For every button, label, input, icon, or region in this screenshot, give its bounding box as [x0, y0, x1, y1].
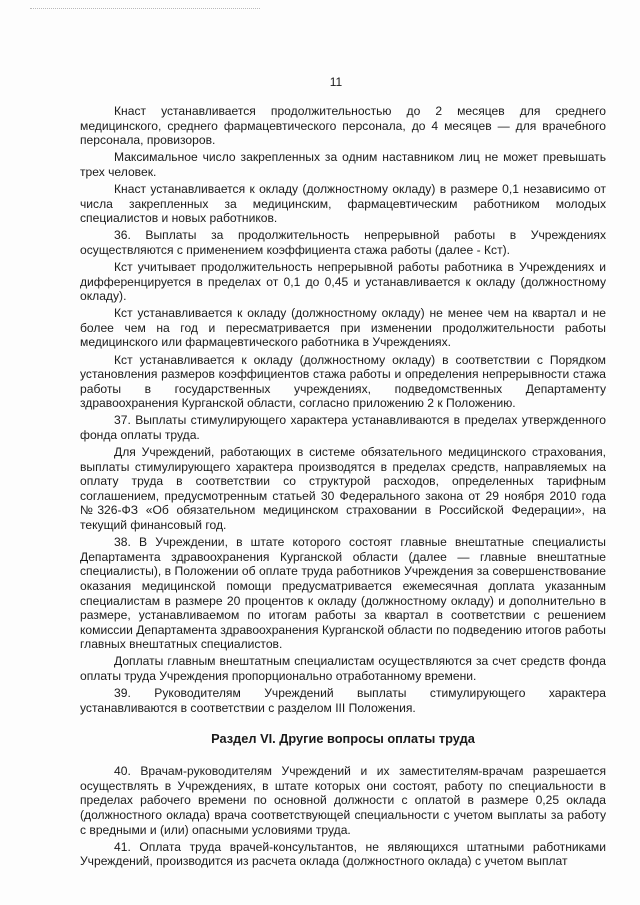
section-heading: Раздел VI. Другие вопросы оплаты труда — [211, 731, 475, 747]
document-body — [80, 104, 606, 871]
paragraph-knast-duration: Кнаст устанавливается продолжительностью до 2 месяцев для среднего медицинского, среднего фармацевтического персонала, до 4 месяцев — для врачебного персонала, провизоров. — [80, 104, 606, 148]
paragraph-chief-specialists-funding: Доплаты главным внештатным специалистам осуществляются за счет средств фонда оплаты труда Учреждения пропорционально отработанному времени. — [80, 654, 606, 683]
paragraph-oms-funding: Для Учреждений, работающих в системе обязательного медицинского страхования, выплаты стимулирующего характера производятся в пределах средств, направляемых на оплату труда в соответствии со структурой расходов, определенных тарифным соглашением, предусмотренным статьей 30 Федерального закона от 29 ноября 2010 года №326-ФЗ «Об обязательном медицинском страховании в Российской Федерации», на текущий финансовый год. — [80, 445, 606, 533]
paragraph-kst-procedure: Кст устанавливается к окладу (должностному окладу) в соответствии с Порядком установления размеров коэффициентов стажа работы и определения непрерывности стажа работы в государственных учреждениях, подведомственных Департаменту здравоохранения Курганской области, согласно приложению 2 к Положению. — [80, 352, 606, 411]
paragraph-knast-rate: Кнаст устанавливается к окладу (должностному окладу) в размере 0,1 независимо от числа закрепленных за медицинским, фармацевтическим работником молодых специалистов и новых работников. — [80, 181, 606, 226]
paragraph-item-37: 37. Выплаты стимулирующего характера устанавливаются в пределах утвержденного фонда оплаты труда. — [80, 413, 606, 442]
page-number: 11 — [329, 75, 343, 89]
paragraph-item-38: 38. В Учреждении, в штате которого состоят главные внештатные специалисты Департамента здравоохранения Курганской области (далее — главные внештатные специалисты), в Положении об оплате труда работников Учреждения за совершенствование оказания медицинской помощи предусматривается ежемесячная доплата указанным специалистам в размере 20 процентов к окладу (должностному окладу) и дополнительно в размере, устанавливаемом по итогам работы за квартал в соответствии с решением комиссии Департамента здравоохранения Курганской области по подведению итогов работы главных внештатных специалистов. — [80, 535, 606, 652]
paragraph-item-39: 39. Руководителям Учреждений выплаты стимулирующего характера устанавливаются в соответствии с разделом III Положения. — [80, 686, 606, 715]
paragraph-kst-range: Кст учитывает продолжительность непрерывной работы работника в Учреждениях и дифференцируется в пределах от 0,1 до 0,45 и устанавливается к окладу (должностному окладу). — [80, 259, 606, 304]
paragraph-item-41: 41. Оплата труда врачей-консультантов, не являющихся штатными работниками Учреждений, производится из расчета оклада (должностного оклада) с учетом выплат — [80, 839, 606, 869]
paragraph-item-40: 40. Врачам-руководителям Учреждений и их заместителям-врачам разрешается осуществлять в Учреждениях, в штате которых они состоят, работу по специальности в пределах рабочего времени по основной должности с оплатой в размере 0,25 оклада (должностного оклада) врача соответствующей специальности с учетом выплаты за работу с вредными и (или) опасными условиями труда. — [80, 764, 606, 837]
paragraph-kst-period: Кст устанавливается к окладу (должностному окладу) не менее чем на квартал и не более чем на год и пересматривается при изменении продолжительности работы медицинского или фармацевтического работника в Учреждениях. — [80, 306, 606, 350]
paragraph-item-36: 36. Выплаты за продолжительность непрерывной работы в Учреждениях осуществляются с применением коэффициента стажа работы (далее - Кст). — [80, 228, 606, 257]
scan-artifact — [30, 8, 260, 9]
paragraph-max-mentees: Максимальное число закрепленных за одним наставником лиц не может превышать трех человек. — [80, 150, 606, 179]
